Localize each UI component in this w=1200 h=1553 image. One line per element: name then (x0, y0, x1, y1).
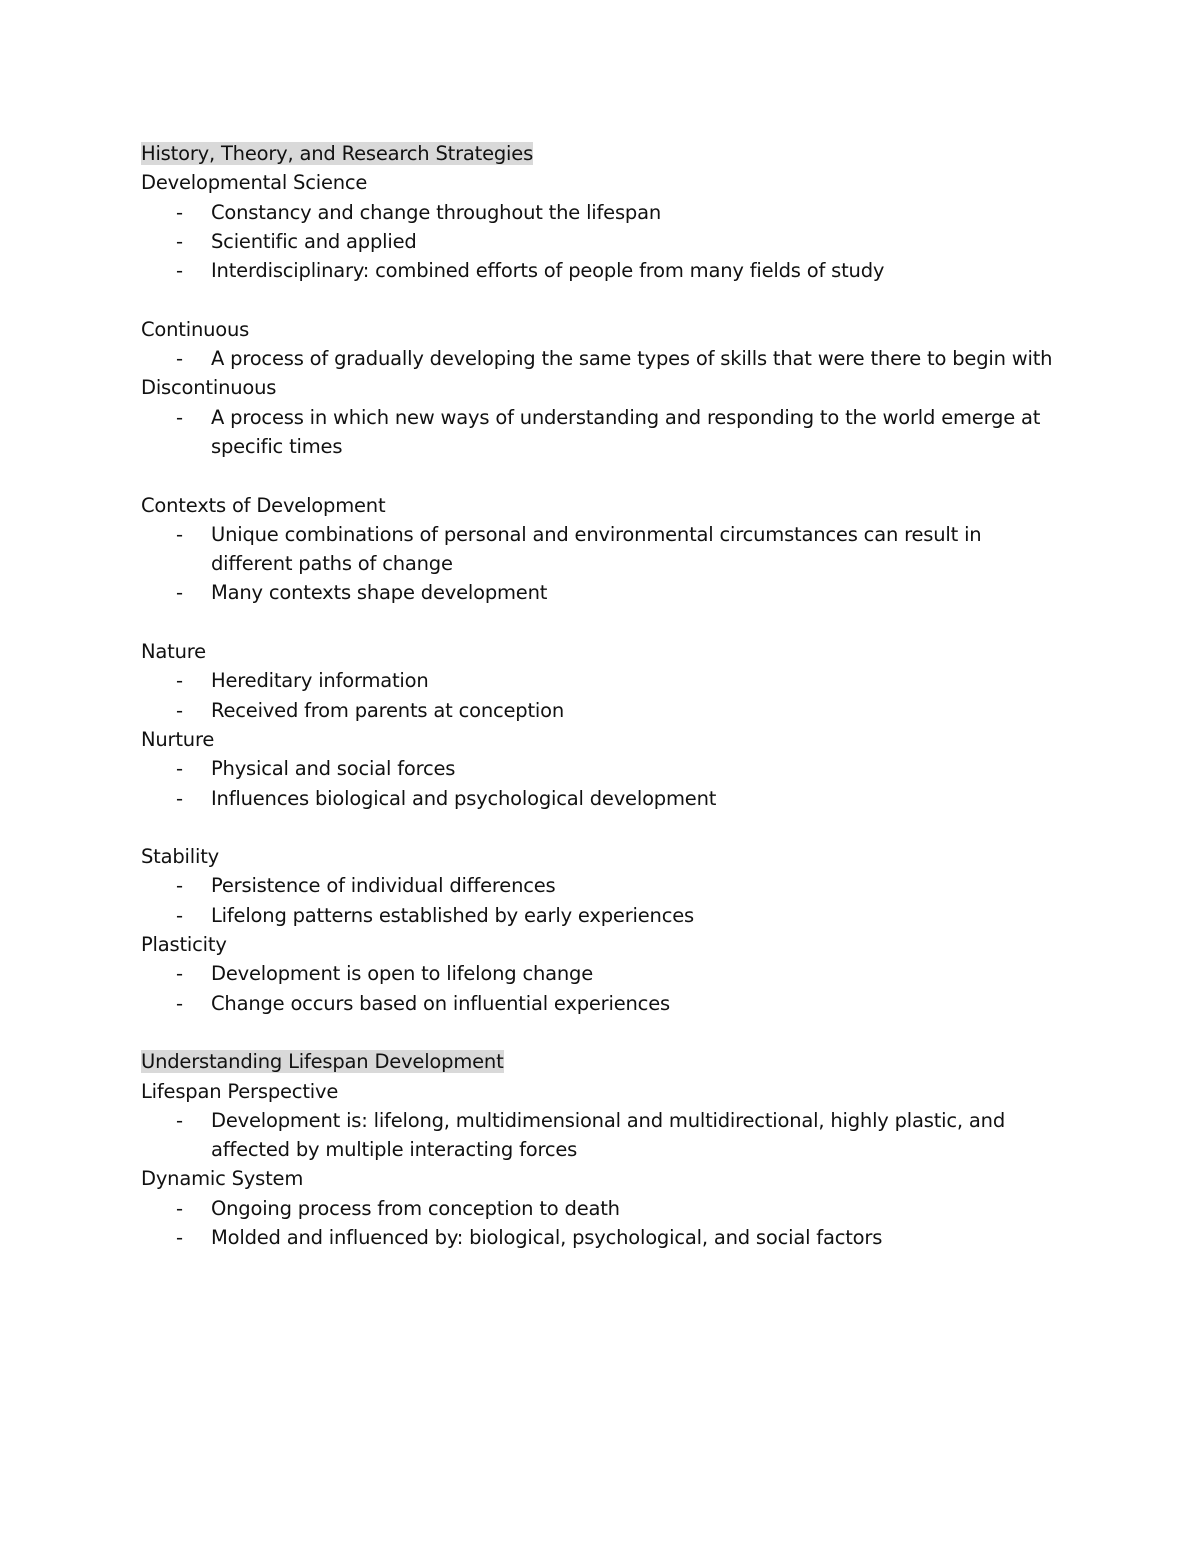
spacer (141, 285, 1061, 314)
group-title: Stability (141, 845, 219, 869)
dash-marker: - (176, 1196, 183, 1220)
bullet-item: - Received from parents at conception (141, 696, 1061, 725)
bullet-item: - Hereditary information (141, 666, 1061, 695)
group-title: Lifespan Perspective (141, 1079, 339, 1103)
spacer (141, 608, 1061, 637)
bullet-item: - Change occurs based on influential experiences (141, 989, 1061, 1018)
dash-marker: - (176, 1108, 183, 1132)
bullet-item: - Physical and social forces (141, 754, 1061, 783)
bullet-item: - Development is open to lifelong change (141, 959, 1061, 988)
dash-marker: - (176, 903, 183, 927)
group-title: Plasticity (141, 933, 227, 957)
group-title: Dynamic System (141, 1167, 304, 1191)
dash-marker: - (176, 874, 183, 898)
document-page (141, 139, 1061, 1252)
dash-marker: - (176, 1225, 183, 1249)
bullet-item: - Many contexts shape development (141, 578, 1061, 607)
dash-marker: - (176, 669, 183, 693)
group-title: Continuous (141, 317, 250, 341)
group-title: Developmental Science (141, 171, 368, 195)
section-heading: History, Theory, and Research Strategies (141, 142, 534, 165)
bullet-list (141, 344, 1061, 373)
bullet-item: - Scientific and applied (141, 227, 1061, 256)
bullet-item: - Constancy and change throughout the lifespan (141, 198, 1061, 227)
group-title: Discontinuous (141, 376, 277, 400)
bullet-list (141, 666, 1061, 725)
bullet-list (141, 871, 1061, 930)
bullet-list (141, 1194, 1061, 1253)
bullet-item: - Persistence of individual differences (141, 871, 1061, 900)
bullet-list (141, 198, 1061, 286)
bullet-list (141, 959, 1061, 1018)
dash-marker: - (176, 581, 183, 605)
bullet-item: - Development is: lifelong, multidimensional and multidirectional, highly plastic, and affected by multiple interacting forces (141, 1106, 1061, 1165)
group-title: Nurture (141, 727, 215, 751)
bullet-item: - Ongoing process from conception to death (141, 1194, 1061, 1223)
dash-marker: - (176, 991, 183, 1015)
bullet-item: - Lifelong patterns established by early experiences (141, 901, 1061, 930)
dash-marker: - (176, 405, 183, 429)
dash-marker: - (176, 200, 183, 224)
bullet-item: - A process of gradually developing the same types of skills that were there to begin with (141, 344, 1061, 373)
dash-marker: - (176, 757, 183, 781)
section-heading: Understanding Lifespan Development (141, 1050, 504, 1074)
dash-marker: - (176, 259, 183, 283)
dash-marker: - (176, 698, 183, 722)
spacer (141, 813, 1061, 842)
dash-marker: - (176, 229, 183, 253)
dash-marker: - (176, 347, 183, 371)
bullet-list (141, 520, 1061, 608)
dash-marker: - (176, 786, 183, 810)
bullet-item: - Unique combinations of personal and environmental circumstances can result in different paths of change (141, 520, 1061, 579)
bullet-item: - Molded and influenced by: biological, psychological, and social factors (141, 1223, 1061, 1252)
bullet-list (141, 403, 1061, 462)
dash-marker: - (176, 962, 183, 986)
bullet-item: - Interdisciplinary: combined efforts of people from many fields of study (141, 256, 1061, 285)
bullet-list (141, 754, 1061, 813)
bullet-list (141, 1106, 1061, 1165)
group-title: Contexts of Development (141, 493, 386, 517)
bullet-item: - Influences biological and psychological development (141, 784, 1061, 813)
spacer (141, 1018, 1061, 1047)
group-title: Nature (141, 640, 206, 664)
dash-marker: - (176, 522, 183, 546)
bullet-item: - A process in which new ways of understanding and responding to the world emerge at specific times (141, 403, 1061, 462)
spacer (141, 461, 1061, 490)
